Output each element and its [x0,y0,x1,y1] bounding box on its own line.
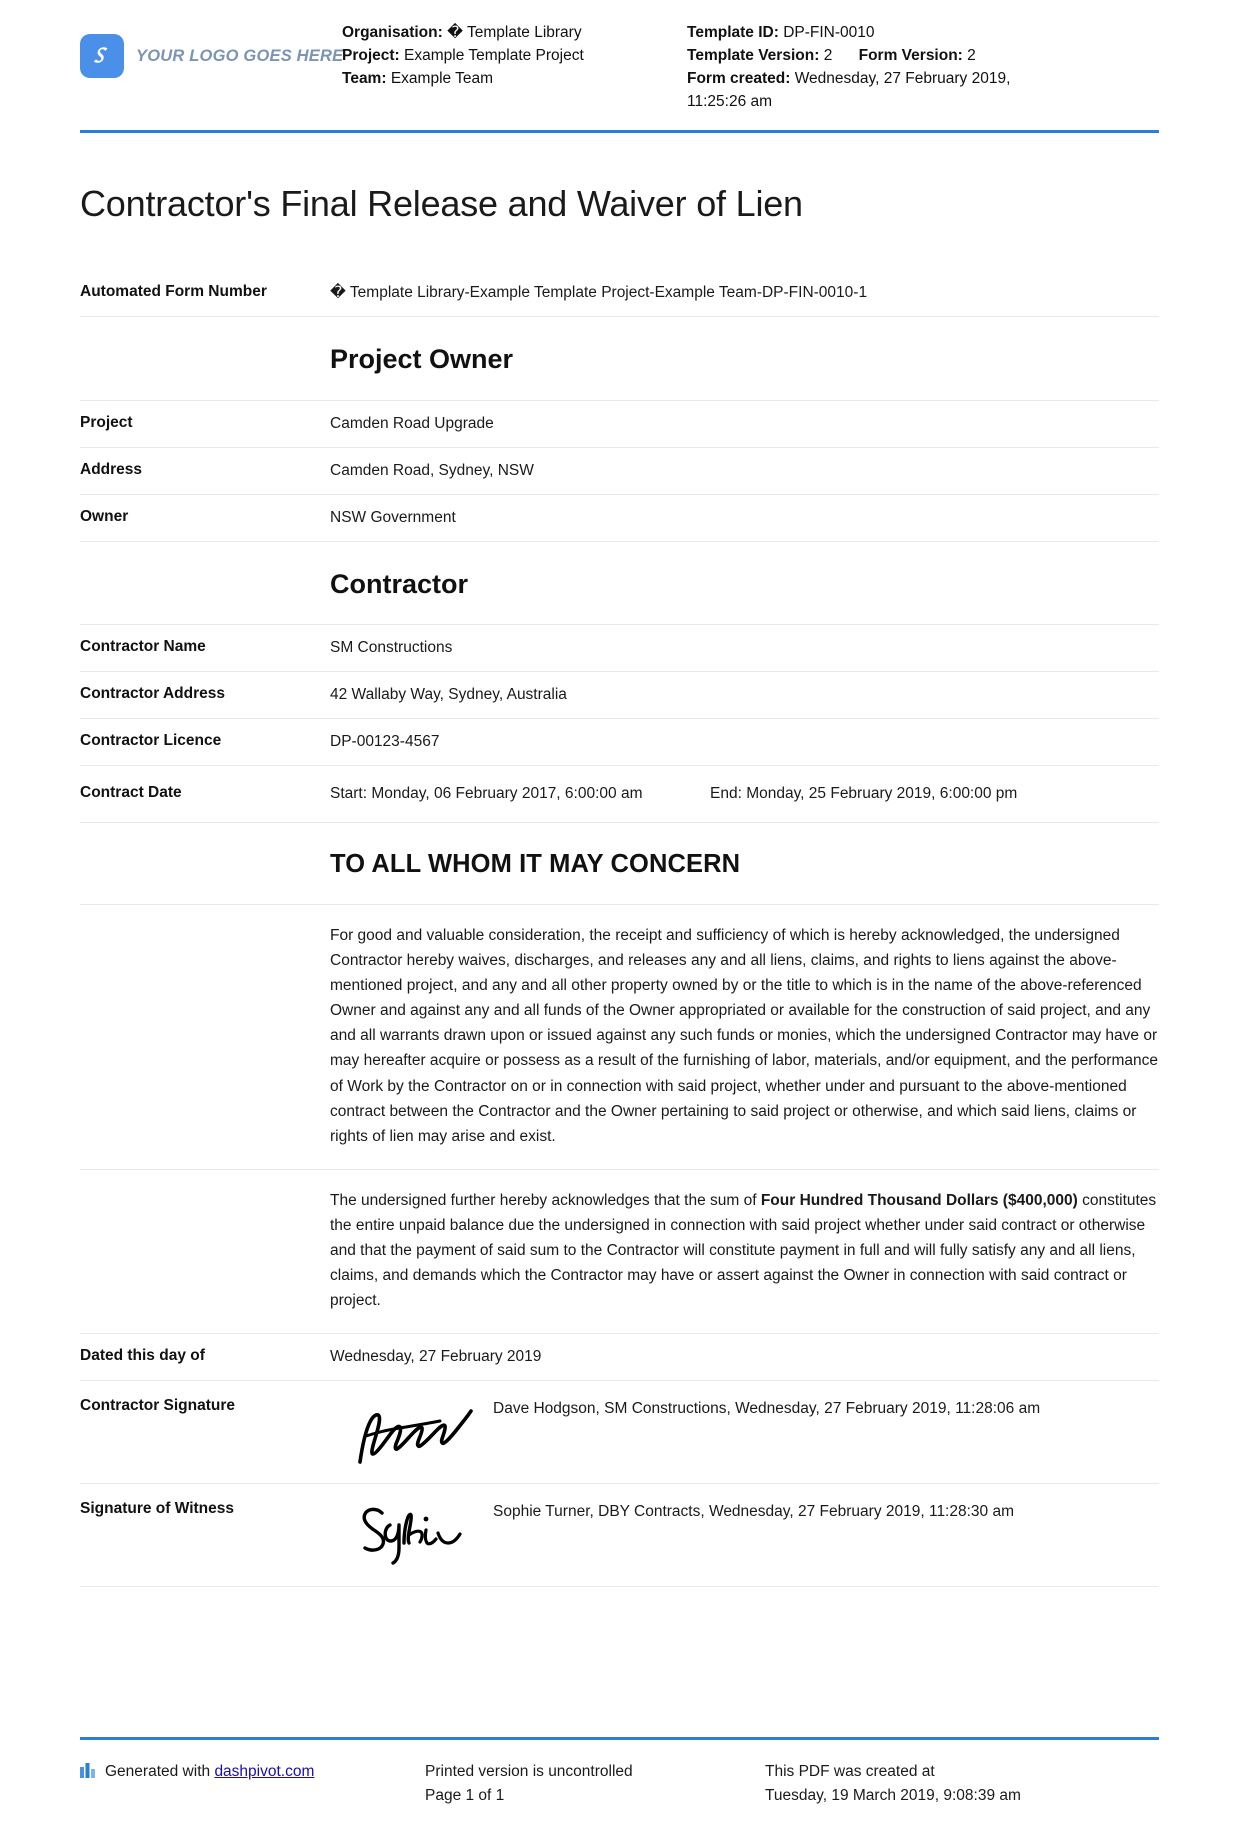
paragraph-1-text: For good and valuable consideration, the receipt and sufficiency of which is hereby acknowledged, the undersigned Contractor hereby waives, discharges, and releases any and all liens, claims, and rights to liens against the above-mentioned project, and any and all other property owned by or the title to which is in the name of the above-referenced Owner and against any and all funds of the Owner appropriated or available for the construction of said project, and any and all warrants drawn upon or issued against any such funds or monies, which the undersigned Contractor may have or may hereafter acquire or possess as a result of the furnishing of labor, materials, and/or equipment, and the performance of Work by the Contractor on or in connection with said project, whether under and pursuant to the above-mentioned contract between the Contractor and the Owner pertaining to said project or otherwise, and which said liens, claims or rights of lien may arise and exist. [330,926,1158,1145]
document-footer [0,1740,1239,1833]
template-version-label: Template Version: [687,46,820,64]
project-value: Camden Road Upgrade [330,414,494,432]
row-project [80,401,1159,448]
logo-block [80,22,342,78]
dated-label: Dated this day of [80,1347,205,1365]
footer-created-at [765,1760,1159,1807]
address-label: Address [80,460,143,478]
header-meta-left [342,22,687,91]
row-address [80,448,1159,495]
witness-signature-image [330,1498,493,1570]
dashpivot-link[interactable]: dashpivot.com [214,1763,315,1781]
row-paragraph-2 [80,1170,1159,1335]
paragraph-2-amount: Four Hundred Thousand Dollars ($400,000) [760,1191,1078,1209]
team-label: Team: [342,69,387,87]
address-value: Camden Road, Sydney, NSW [330,461,534,479]
contract-date-values [330,782,1159,806]
footer-created-line-2: Tuesday, 19 March 2019, 9:08:39 am [765,1786,1021,1804]
header-divider-rule [80,130,1159,133]
contractor-name-label: Contractor Name [80,638,206,656]
row-contractor-address [80,672,1159,719]
contractor-signature-meta: Dave Hodgson, SM Constructions, Wednesday, 27 February 2019, 11:28:06 am [493,1400,1041,1418]
organisation-label: Organisation: [342,24,443,41]
contractor-section-title: Contractor [330,568,469,599]
footer-page-number: Page 1 of 1 [425,1786,505,1804]
section-header-contractor [80,542,1159,625]
organisation-value: � Template Library [447,24,582,41]
contract-start-date: Start: Monday, 06 February 2017, 6:00:00 am [330,785,643,803]
contractor-signature-image [330,1395,493,1467]
project-owner-section-title: Project Owner [330,344,514,375]
contract-date-label: Contract Date [80,784,182,802]
template-id-line [687,22,1159,45]
team-value: Example Team [390,69,494,87]
section-header-concern [80,823,1159,905]
row-dated-this-day-of [80,1334,1159,1381]
contractor-name-value: SM Constructions [330,639,453,657]
form-version-group [859,47,976,64]
row-owner [80,495,1159,542]
dated-value: Wednesday, 27 February 2019 [330,1348,542,1366]
concern-section-title: TO ALL WHOM IT MAY CONCERN [330,850,741,879]
row-contractor-signature [80,1381,1159,1484]
company-logo-icon [80,34,124,78]
footer-generated-with [80,1760,425,1807]
project-line [342,45,687,68]
owner-label: Owner [80,507,129,525]
version-line [687,45,1159,68]
footer-printed-line-1: Printed version is uncontrolled [425,1763,633,1781]
owner-value: NSW Government [330,508,456,526]
form-created-label: Form created: [687,69,791,87]
template-version-value: 2 [823,46,833,64]
header-meta-right [687,22,1159,114]
automated-form-number-value: � Template Library-Example Template Project-Example Team-DP-FIN-0010-1 [330,284,868,302]
footer-created-line-1: This PDF was created at [765,1763,935,1781]
document-body [0,270,1239,1587]
section-header-project-owner [80,317,1159,400]
contract-end-date: End: Monday, 25 February 2019, 6:00:00 pm [710,785,1018,803]
row-contractor-licence [80,719,1159,766]
contractor-licence-value: DP-00123-4567 [330,733,440,751]
contractor-address-value: 42 Wallaby Way, Sydney, Australia [330,686,567,704]
witness-signature-meta: Sophie Turner, DBY Contracts, Wednesday, 27 February 2019, 11:28:30 am [493,1503,1014,1521]
paragraph-2-text [330,1188,1159,1314]
form-created-value: Wednesday, 27 February 2019, [794,69,1011,87]
template-version-group [687,45,832,68]
logo-text: YOUR LOGO GOES HERE [136,46,344,65]
page-spacer [0,1587,1239,1737]
row-witness-signature [80,1484,1159,1587]
footer-generated-text [105,1760,314,1783]
form-version-label: Form Version: [858,46,963,64]
row-contract-date [80,766,1159,823]
row-automated-form-number [80,270,1159,317]
witness-signature-label: Signature of Witness [80,1500,235,1518]
organisation-line [342,22,687,45]
contractor-licence-label: Contractor Licence [80,732,222,750]
contractor-signature-label: Contractor Signature [80,1397,236,1415]
document-header [0,0,1239,114]
row-contractor-name [80,625,1159,672]
page-title: Contractor's Final Release and Waiver of Lien [80,182,803,224]
template-id-value: DP-FIN-0010 [783,24,875,41]
form-created-time: 11:25:26 am [687,92,773,110]
form-version-value: 2 [967,46,976,64]
project-label: Project: [342,46,400,64]
project-label: Project [80,413,133,431]
footer-generated-prefix: Generated with [105,1763,215,1781]
form-created-line [687,68,1159,91]
row-paragraph-1 [80,905,1159,1170]
footer-printed-version [425,1760,765,1807]
automated-form-number-label: Automated Form Number [80,283,267,301]
template-id-label: Template ID: [687,24,779,41]
bar-chart-icon [80,1762,97,1778]
paragraph-2-part-2: constitutes the entire unpaid balance due the undersigned in connection with said project whether under said contract or otherwise and that the payment of said sum to the Contractor will constitute payment in full and will fully satisfy any and all liens, claims, and demands which the Contractor may have or assert against the Owner in connection with said contract or project. [330,1191,1157,1310]
project-value: Example Template Project [404,46,584,64]
paragraph-2-part-1: The undersigned further hereby acknowledges that the sum of [330,1191,761,1209]
contractor-address-label: Contractor Address [80,685,225,703]
team-line [342,68,687,91]
